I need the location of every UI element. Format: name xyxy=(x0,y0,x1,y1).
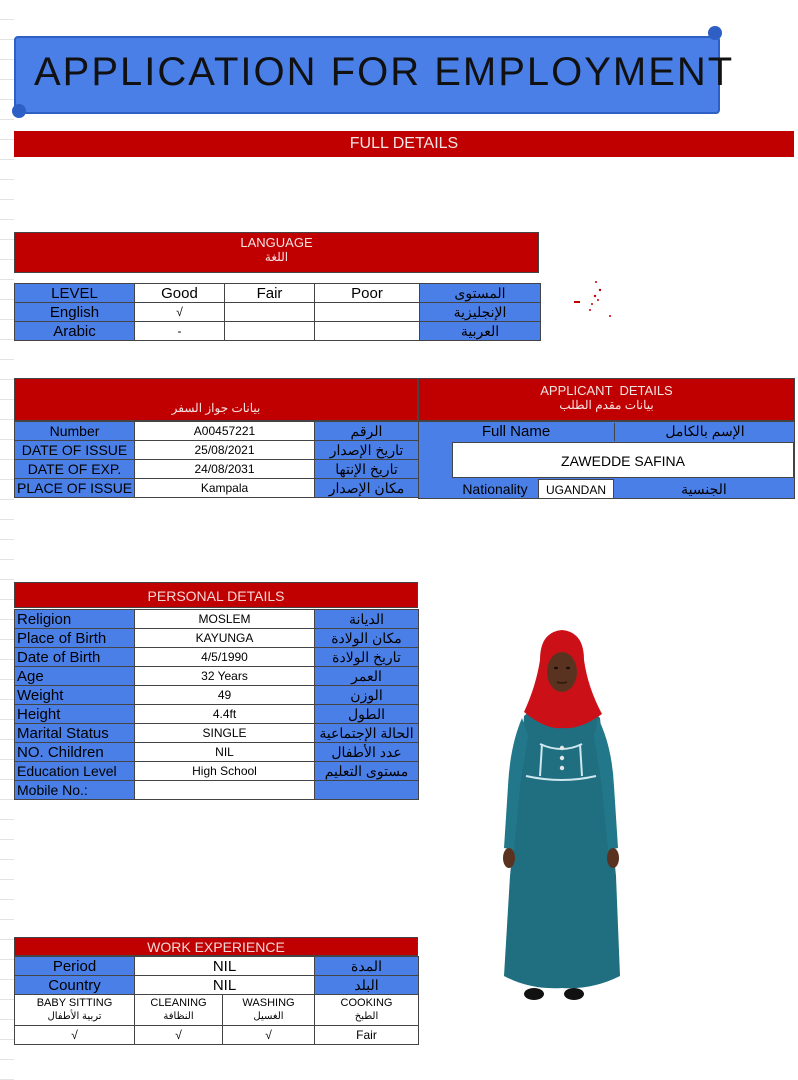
language-fair xyxy=(225,322,315,341)
fair-header: Fair xyxy=(225,284,315,303)
passport-value: Kampala xyxy=(135,479,315,498)
personal-label-ar: مستوى التعليم xyxy=(315,762,419,781)
nationality-label: Nationality xyxy=(462,481,528,497)
nationality-label-ar: الجنسية xyxy=(681,481,727,497)
personal-row xyxy=(15,686,419,705)
skill-cleaning xyxy=(135,995,223,1026)
level-header: LEVEL xyxy=(15,284,135,303)
personal-label: Religion xyxy=(15,610,135,629)
passport-value: A00457221 xyxy=(135,422,315,441)
right-eye xyxy=(566,667,570,670)
personal-label: Date of Birth xyxy=(15,648,135,667)
passport-label: PLACE OF ISSUE xyxy=(15,479,135,498)
language-poor xyxy=(315,303,420,322)
passport-value: 25/08/2021 xyxy=(135,441,315,460)
country-row xyxy=(15,976,419,995)
passport-label: DATE OF EXP. xyxy=(15,460,135,479)
skill-value: √ xyxy=(223,1026,315,1045)
skill-label-ar: تربية الأطفال xyxy=(47,1011,102,1022)
personal-label: Place of Birth xyxy=(15,629,135,648)
personal-label-ar: العمر xyxy=(315,667,419,686)
personal-value: 49 xyxy=(135,686,315,705)
full-name-value: ZAWEDDE SAFINA xyxy=(452,442,794,478)
language-title-en: LANGUAGE xyxy=(240,235,313,250)
language-row-english xyxy=(15,303,541,322)
work-experience-header: WORK EXPERIENCE xyxy=(14,937,418,956)
language-fair xyxy=(225,303,315,322)
personal-row xyxy=(15,610,419,629)
skill-label-en: COOKING xyxy=(340,997,393,1009)
personal-label: NO. Children xyxy=(15,743,135,762)
personal-value: High School xyxy=(135,762,315,781)
passport-table xyxy=(14,421,419,498)
skill-label-ar: الغسيل xyxy=(253,1011,284,1022)
personal-label: Weight xyxy=(15,686,135,705)
country-value: NIL xyxy=(135,976,315,995)
left-shoe xyxy=(524,988,544,1000)
applicant-header xyxy=(418,378,795,421)
personal-row xyxy=(15,724,419,743)
passport-label-ar: الرقم xyxy=(315,422,419,441)
stray-mark-dots xyxy=(570,276,620,322)
language-header xyxy=(14,232,539,273)
passport-label-ar: مكان الإصدار xyxy=(315,479,419,498)
button xyxy=(560,766,564,770)
language-title-ar: اللغة xyxy=(264,250,289,264)
passport-header xyxy=(14,378,418,421)
skill-value: √ xyxy=(15,1026,135,1045)
language-label-ar: الإنجليزية xyxy=(420,303,541,322)
right-shoe xyxy=(564,988,584,1000)
personal-value: 4/5/1990 xyxy=(135,648,315,667)
language-row-arabic xyxy=(15,322,541,341)
passport-label-ar: تاريخ الإنتها xyxy=(315,460,419,479)
passport-row xyxy=(15,441,419,460)
passport-row xyxy=(15,479,419,498)
personal-value: MOSLEM xyxy=(135,610,315,629)
passport-row xyxy=(15,460,419,479)
language-good: √ xyxy=(135,303,225,322)
left-hand xyxy=(503,848,515,868)
personal-label-ar: عدد الأطفال xyxy=(315,743,419,762)
period-label-ar: المدة xyxy=(315,957,419,976)
personal-label-ar: الديانة xyxy=(315,610,419,629)
language-poor xyxy=(315,322,420,341)
skill-cooking xyxy=(315,995,419,1026)
skill-label-en: BABY SITTING xyxy=(36,997,113,1009)
personal-row xyxy=(15,667,419,686)
personal-label: Age xyxy=(15,667,135,686)
spreadsheet-row-guides xyxy=(0,0,14,1080)
skill-value: Fair xyxy=(315,1026,419,1045)
personal-row xyxy=(15,743,419,762)
left-eye xyxy=(554,667,558,670)
language-good: - xyxy=(135,322,225,341)
personal-value: SINGLE xyxy=(135,724,315,743)
level-header-ar: المستوى xyxy=(420,284,541,303)
full-name-label-ar: الإسم بالكامل xyxy=(614,423,795,441)
passport-row xyxy=(15,422,419,441)
language-label: English xyxy=(15,303,135,322)
applicant-title-ar: بيانات مقدم الطلب xyxy=(559,398,654,412)
language-header-row xyxy=(15,284,541,303)
personal-label-ar: الوزن xyxy=(315,686,419,705)
personal-value: 4.4ft xyxy=(135,705,315,724)
personal-label: Mobile No.: xyxy=(15,781,135,800)
passport-label-ar: تاريخ الإصدار xyxy=(315,441,419,460)
personal-value: 32 Years xyxy=(135,667,315,686)
good-header: Good xyxy=(135,284,225,303)
passport-title-ar: بيانات جواز السفر xyxy=(171,401,261,415)
personal-row xyxy=(15,705,419,724)
passport-label: Number xyxy=(15,422,135,441)
personal-row xyxy=(15,762,419,781)
applicant-title-en: APPLICANT DETAILS xyxy=(540,383,673,398)
poor-header: Poor xyxy=(315,284,420,303)
skills-row xyxy=(15,995,419,1026)
full-details-bar: FULL DETAILS xyxy=(14,131,794,157)
skill-label-en: WASHING xyxy=(242,997,295,1009)
applicant-photo xyxy=(496,626,626,1006)
banner-scroll-curl xyxy=(708,26,722,40)
page-title: APPLICATION FOR EMPLOYMENT xyxy=(34,50,735,94)
personal-label-ar: مكان الولادة xyxy=(315,629,419,648)
personal-row xyxy=(15,648,419,667)
personal-label: Marital Status xyxy=(15,724,135,743)
button xyxy=(560,756,564,760)
skill-label-ar: النظافة xyxy=(163,1011,194,1022)
country-label-ar: البلد xyxy=(315,976,419,995)
country-label: Country xyxy=(15,976,135,995)
personal-label-ar: تاريخ الولادة xyxy=(315,648,419,667)
personal-row xyxy=(15,629,419,648)
passport-value: 24/08/2031 xyxy=(135,460,315,479)
personal-label-ar: الحالة الإجتماعية xyxy=(315,724,419,743)
nationality-value: UGANDAN xyxy=(538,479,614,499)
passport-label: DATE OF ISSUE xyxy=(15,441,135,460)
right-hand xyxy=(607,848,619,868)
personal-value: KAYUNGA xyxy=(135,629,315,648)
personal-label-ar xyxy=(315,781,419,800)
banner-scroll-curl-bottom xyxy=(12,104,26,118)
language-table xyxy=(14,283,541,341)
skills-value-row xyxy=(15,1026,419,1045)
skill-baby-sitting xyxy=(15,995,135,1026)
personal-details-header: PERSONAL DETAILS xyxy=(14,582,418,608)
personal-value: NIL xyxy=(135,743,315,762)
full-name-label: Full Name xyxy=(481,423,551,440)
language-label: Arabic xyxy=(15,322,135,341)
period-label: Period xyxy=(15,957,135,976)
button xyxy=(560,746,564,750)
personal-label: Height xyxy=(15,705,135,724)
skill-label-ar: الطبخ xyxy=(354,1011,379,1022)
face xyxy=(547,652,577,692)
period-value: NIL xyxy=(135,957,315,976)
skill-value: √ xyxy=(135,1026,223,1045)
personal-label-ar: الطول xyxy=(315,705,419,724)
skill-washing xyxy=(223,995,315,1026)
personal-row xyxy=(15,781,419,800)
period-row xyxy=(15,957,419,976)
personal-table xyxy=(14,609,419,800)
work-table xyxy=(14,956,419,1045)
language-label-ar: العربية xyxy=(420,322,541,341)
personal-label: Education Level xyxy=(15,762,135,781)
personal-value xyxy=(135,781,315,800)
skill-label-en: CLEANING xyxy=(150,997,207,1009)
